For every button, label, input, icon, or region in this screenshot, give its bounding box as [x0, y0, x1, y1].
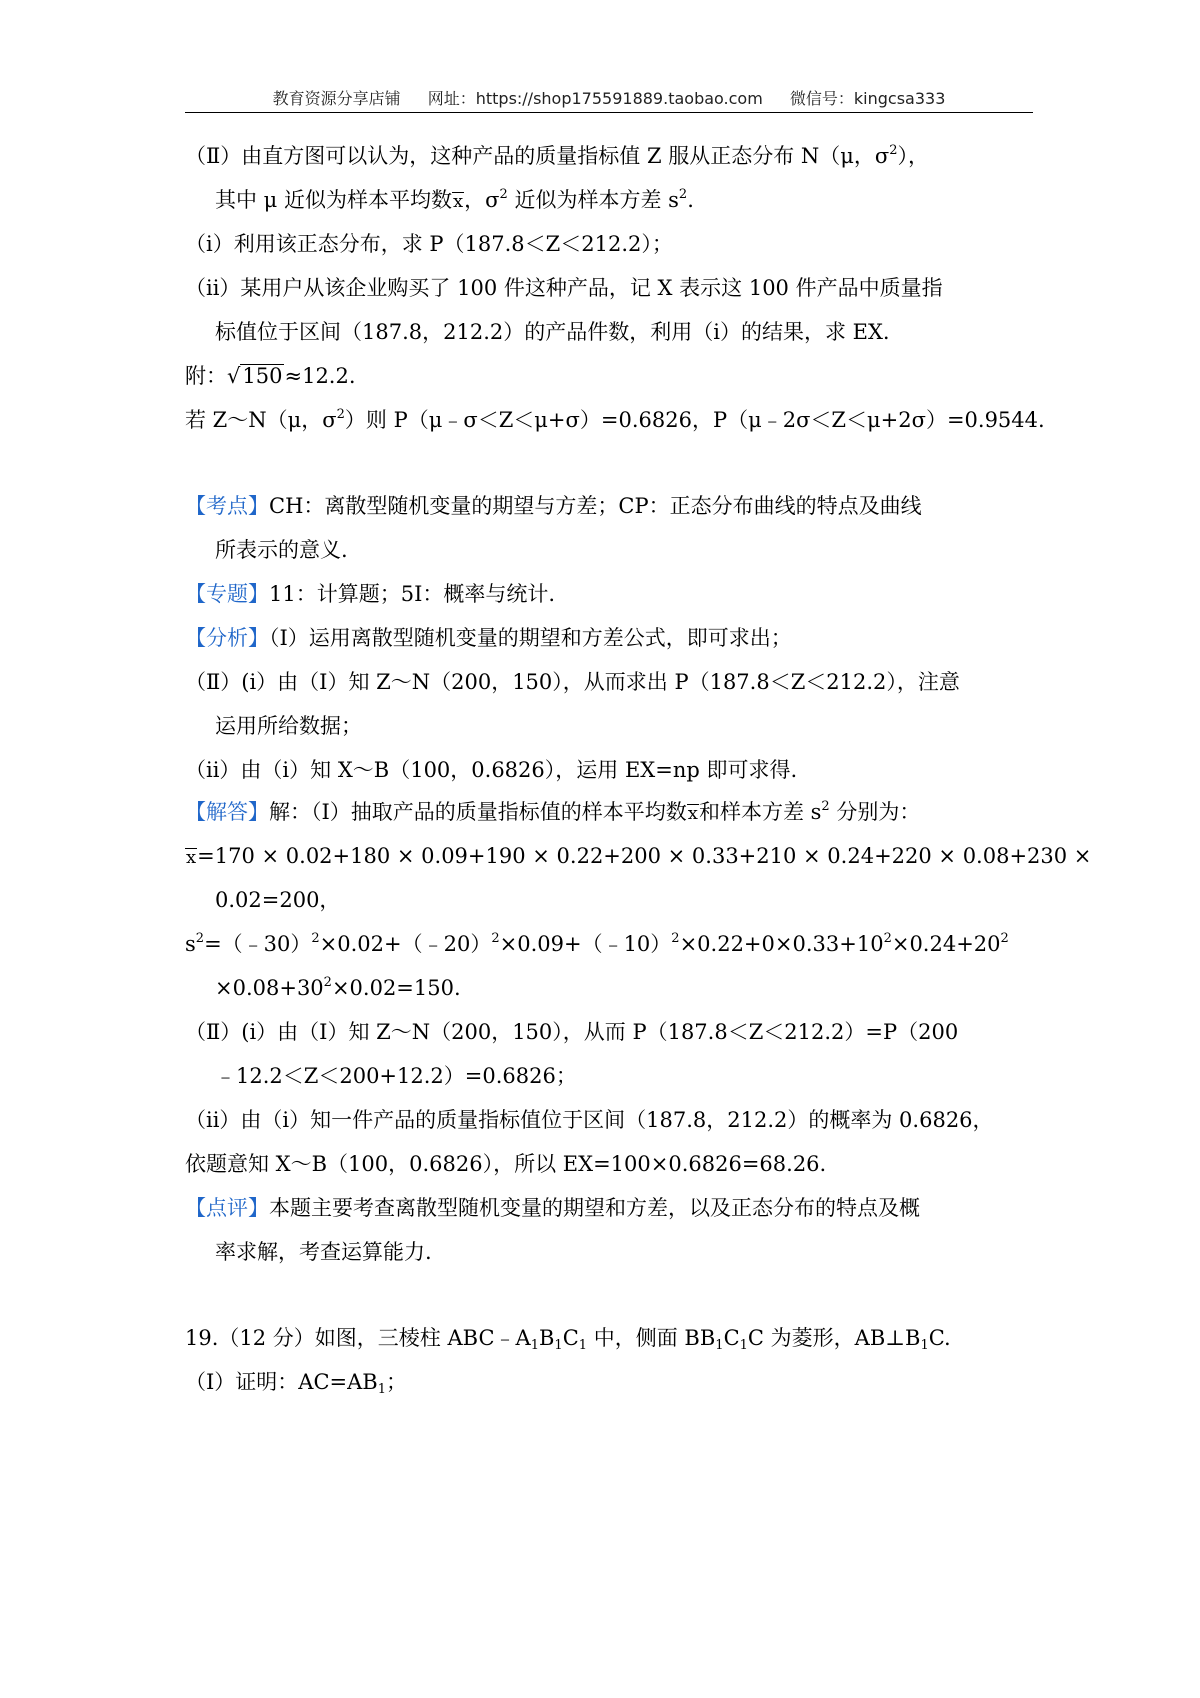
problem-sub-ii-line2: 标值位于区间（187.8，212.2）的产品件数，利用（i）的结果，求 EX.: [215, 320, 890, 344]
wechat-id: 微信号：kingcsa333: [789, 89, 946, 108]
problem-sub-i: （i）利用该正态分布，求 P（187.8＜Z＜212.2）；: [185, 232, 673, 256]
fenxi-line1: 【分析】（Ⅰ）运用离散型随机变量的期望和方差公式，即可求出；: [185, 626, 792, 650]
shop-url[interactable]: 网址：https://shop175591889.taobao.com: [427, 89, 763, 108]
solution-part2-line3: （ii）由（i）知一件产品的质量指标值位于区间（187.8，212.2）的概率为 0.6826，: [185, 1108, 994, 1132]
fenxi-line2: （Ⅱ）(i）由（Ⅰ）知 Z～N（200，150），从而求出 P（187.8＜Z＜212.2），注意: [185, 670, 960, 694]
header-divider: [185, 112, 1033, 113]
var-calc-line1: $s^2=(﹣30)^2\times 0.02+(﹣20)^2\times 0.09+(﹣10)^2\times 0.22+0\times 0.33+10^2\times 0.24+20^2$: [185, 931, 1009, 956]
solution-part2-line1: （Ⅱ）(i）由（Ⅰ）知 Z～N（200，150），从而 P（187.8＜Z＜212.2）=P（200: [185, 1020, 959, 1044]
shop-name: 教育资源分享店铺: [272, 89, 401, 108]
fenxi-label: 【分析】: [185, 626, 269, 650]
kaodian-label: 【考点】: [185, 494, 269, 518]
solution-part2-line2: ﹣12.2＜Z＜200+12.2）=0.6826；: [215, 1064, 577, 1088]
problem-19-part1: （Ⅰ）证明：$AC=AB_1$；: [185, 1370, 408, 1397]
normal-rule: 若 Z～N（μ，$\sigma^2$）则 P（μ﹣σ＜Z＜μ+σ）=0.6826，P（μ﹣2σ＜Z＜μ+2σ）=0.9544.: [185, 407, 1045, 432]
problem-part2-line2: 其中 μ 近似为样本平均数x，$\sigma^2$ 近似为样本方差 $s^2$.: [215, 187, 694, 212]
jieda-label: 【解答】: [185, 800, 269, 824]
var-calc-line2: $\times 0.08+30^2\times 0.02=150$.: [215, 975, 461, 1000]
fenxi-line4: （ii）由（i）知 X～B（100，0.6826），运用 EX=np 即可求得.: [185, 758, 798, 782]
dianping-label: 【点评】: [185, 1196, 269, 1220]
fenxi-line3: 运用所给数据；: [215, 714, 362, 738]
solution-part2-line4: 依题意知 X～B（100，0.6826），所以 EX=100×0.6826=68.26.: [185, 1152, 827, 1176]
mean-calc-line2: 0.02=200，: [215, 888, 341, 912]
problem-part2-line1: （Ⅱ）由直方图可以认为，这种产品的质量指标值 Z 服从正态分布 N（μ，$\sigma^2$），: [185, 143, 930, 168]
problem-19-title: 19.（12 分）如图，三棱柱 $ABC﹣A_1B_1C_1$ 中，侧面 $BB_1C_1C$ 为菱形，$AB\perp B_1C$.: [185, 1326, 951, 1353]
dianping-line2: 率求解，考查运算能力.: [215, 1240, 432, 1264]
problem-sub-ii-line1: （ii）某用户从该企业购买了 100 件这种产品，记 X 表示这 100 件产品中质量指: [185, 276, 943, 300]
page-header: [185, 86, 1033, 109]
kaodian-line2: 所表示的意义.: [215, 538, 348, 562]
zhuanti-label: 【专题】: [185, 582, 269, 606]
jieda-line1: 【解答】解：（Ⅰ）抽取产品的质量指标值的样本平均数x和样本方差 $s^2$ 分别为：: [185, 799, 921, 824]
sqrt-symbol: √150: [227, 364, 283, 388]
appendix-note: 附：√150≈12.2.: [185, 361, 356, 391]
mean-calc-line1: x=170 × 0.02+180 × 0.09+190 × 0.22+200 × 0.33+210 × 0.24+220 × 0.08+230 ×: [186, 844, 1092, 868]
sample-mean-symbol: x: [453, 191, 464, 212]
kaodian-line1: 【考点】CH：离散型随机变量的期望与方差；CP：正态分布曲线的特点及曲线: [185, 494, 922, 518]
zhuanti-line: 【专题】11：计算题；5I：概率与统计.: [185, 582, 556, 606]
dianping-line1: 【点评】本题主要考查离散型随机变量的期望和方差，以及正态分布的特点及概: [185, 1196, 920, 1220]
